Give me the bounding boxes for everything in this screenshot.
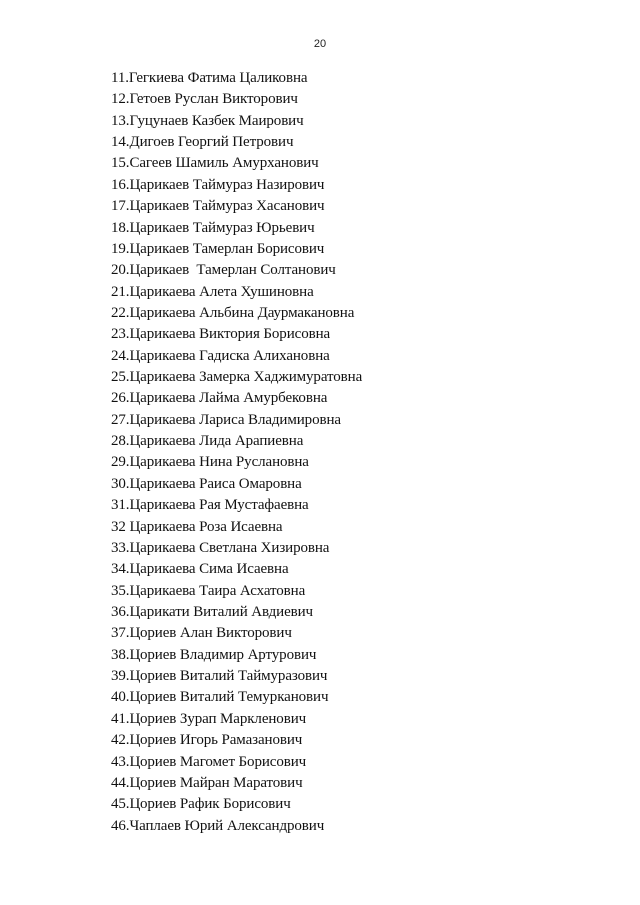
list-item: 34.Царикаева Сима Исаевна <box>111 561 289 578</box>
list-item: 11.Гегкиева Фатима Цаликовна <box>111 70 308 86</box>
list-item: 28.Царикаева Лида Арапиевна <box>111 433 304 450</box>
list-item: 31.Царикаева Рая Мустафаевна <box>111 497 309 514</box>
list-item: 17.Царикаев Таймураз Хасанович <box>111 198 325 215</box>
list-item: 22.Царикаева Альбина Даурмакановна <box>111 304 355 321</box>
list-item: 18.Царикаев Таймураз Юрьевич <box>111 219 315 236</box>
list-item: 26.Царикаева Лайма Амурбековна <box>111 390 328 407</box>
list-item: 42.Цориев Игорь Рамазанович <box>111 732 303 749</box>
page-number: 20 <box>313 38 327 50</box>
list-item: 25.Царикаева Замерка Хаджимуратовна <box>111 369 363 386</box>
list-item: 20.Царикаев Тамерлан Солтанович <box>111 262 336 279</box>
list-item: 24.Царикаева Гадиска Алихановна <box>111 347 330 364</box>
list-item: 21.Царикаева Алета Хушиновна <box>111 283 314 300</box>
list-item: 14.Дигоев Георгий Петрович <box>111 134 294 151</box>
list-item: 27.Царикаева Лариса Владимировна <box>111 411 341 428</box>
list-item: 39.Цориев Виталий Таймуразович <box>111 668 328 685</box>
list-item: 23.Царикаева Виктория Борисовна <box>111 326 331 343</box>
list-item: 33.Царикаева Светлана Хизировна <box>111 539 330 556</box>
list-item: 35.Царикаева Таира Асхатовна <box>111 582 306 599</box>
list-item: 30.Царикаева Раиса Омаровна <box>111 475 302 492</box>
list-item: 43.Цориев Магомет Борисович <box>111 753 307 770</box>
list-item: 29.Царикаева Нина Руслановна <box>111 454 309 471</box>
name-list <box>111 68 362 837</box>
list-item: 13.Гуцунаев Казбек Маирович <box>111 112 304 129</box>
list-item: 45.Цориев Рафик Борисович <box>111 796 291 813</box>
list-item: 37.Цориев Алан Викторович <box>111 625 292 642</box>
list-item: 38.Цориев Владимир Артурович <box>111 646 317 663</box>
list-item: 44.Цориев Майран Маратович <box>111 774 303 791</box>
list-item: 12.Гетоев Руслан Викторович <box>111 91 298 108</box>
list-item: 40.Цориев Виталий Темурканович <box>111 689 329 706</box>
list-item: 41.Цориев Зурап Маркленович <box>111 710 307 727</box>
list-item: 36.Царикати Виталий Авдиевич <box>111 603 313 620</box>
list-item: 19.Царикаев Тамерлан Борисович <box>111 240 325 257</box>
list-item: 46.Чаплаев Юрий Александрович <box>111 817 325 834</box>
list-item: 15.Сагеев Шамиль Амурханович <box>111 155 319 172</box>
list-item: 32 Царикаева Роза Исаевна <box>111 518 283 535</box>
list-item: 16.Царикаев Таймураз Назирович <box>111 176 325 193</box>
